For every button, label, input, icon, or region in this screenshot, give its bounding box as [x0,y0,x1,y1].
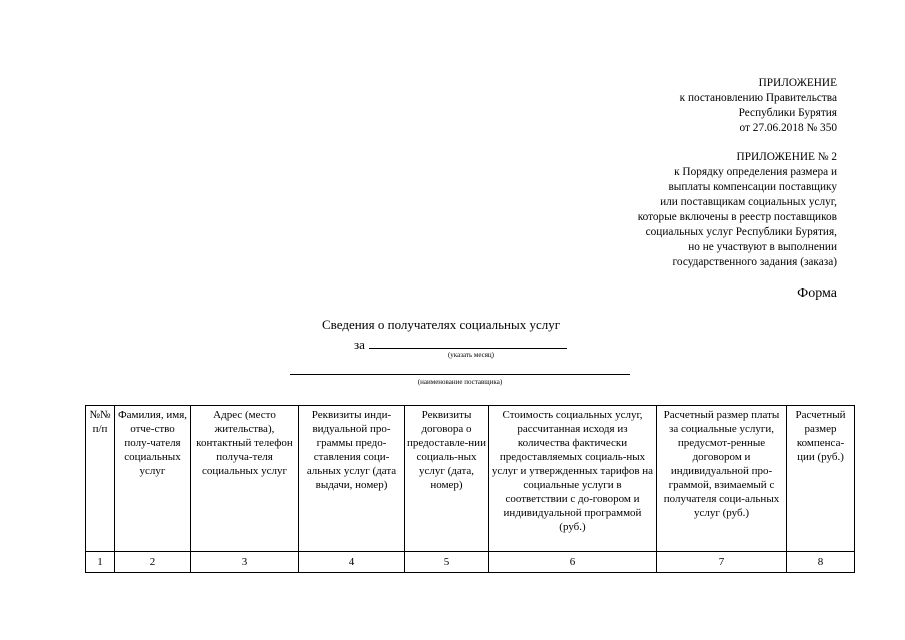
supplier-blank-field[interactable] [290,374,630,375]
header-cell-compensation: Расчетный размер компенса-ции (руб.) [787,406,855,552]
header-cell-address: Адрес (место жительства), контактный телефон получа-теля социальных услуг [191,406,299,552]
appendix-2-line: которые включены в реестр поставщиков [637,211,837,223]
appendix-2-line: или поставщикам социальных услуг, [660,196,837,208]
appendix-main-block [680,76,837,136]
supplier-hint: (наименование поставщика) [417,378,503,386]
column-number-cell: 2 [115,552,191,573]
header-cell-contract: Реквизиты договора о предоставле-нии социаль-ных услуг (дата, номер) [405,406,489,552]
appendix-2-line: государственного задания (заказа) [672,256,837,268]
header-cell-number: №№ п/п [86,406,115,552]
header-cell-name: Фамилия, имя, отче-ство полу-чателя социальных услуг [115,406,191,552]
appendix-2-line: но не участвуют в выполнении [688,241,837,253]
appendix-main-line: от 27.06.2018 № 350 [739,122,837,134]
column-number-cell: 6 [489,552,657,573]
column-number-cell: 8 [787,552,855,573]
table-header-row [86,406,855,552]
header-cell-cost: Стоимость социальных услуг, рассчитанная исходя из количества фактически предоставляемых социаль-ных услуг и утвержденных тарифов на социальные услуги в соответствии с до-говором и индивидуальной программой (руб.) [489,406,657,552]
column-number-cell: 3 [191,552,299,573]
appendix-main-line: ПРИЛОЖЕНИЕ [758,77,837,89]
appendix-main-line: Республики Бурятия [738,107,837,119]
document-title: Сведения о получателях социальных услуг [322,317,561,332]
appendix-main-line: к постановлению Правительства [679,92,837,104]
appendix-2-block [638,150,837,270]
form-label: Форма [797,286,837,301]
appendix-2-line: выплаты компенсации поставщику [668,181,837,193]
appendix-2-line: социальных услуг Республики Бурятия, [645,226,837,238]
column-number-cell: 7 [657,552,787,573]
period-prefix: за [354,337,365,352]
period-blank-field[interactable] [369,336,567,349]
column-number-cell: 1 [86,552,115,573]
column-number-cell: 4 [299,552,405,573]
recipients-table [85,405,855,573]
table-row [86,552,855,573]
header-cell-fee: Расчетный размер платы за социальные услуги, предусмот-ренные договором и индивидуальной про-граммой, взимаемый с получателя соци-альных услуг (руб.) [657,406,787,552]
header-cell-program: Реквизиты инди-видуальной про-граммы предо-ставления соци-альных услуг (дата выдачи, номер) [299,406,405,552]
appendix-2-line: к Порядку определения размера и [674,166,837,178]
period-hint: (указать месяц) [447,351,495,359]
appendix-2-line: ПРИЛОЖЕНИЕ № 2 [736,151,837,163]
column-number-cell: 5 [405,552,489,573]
